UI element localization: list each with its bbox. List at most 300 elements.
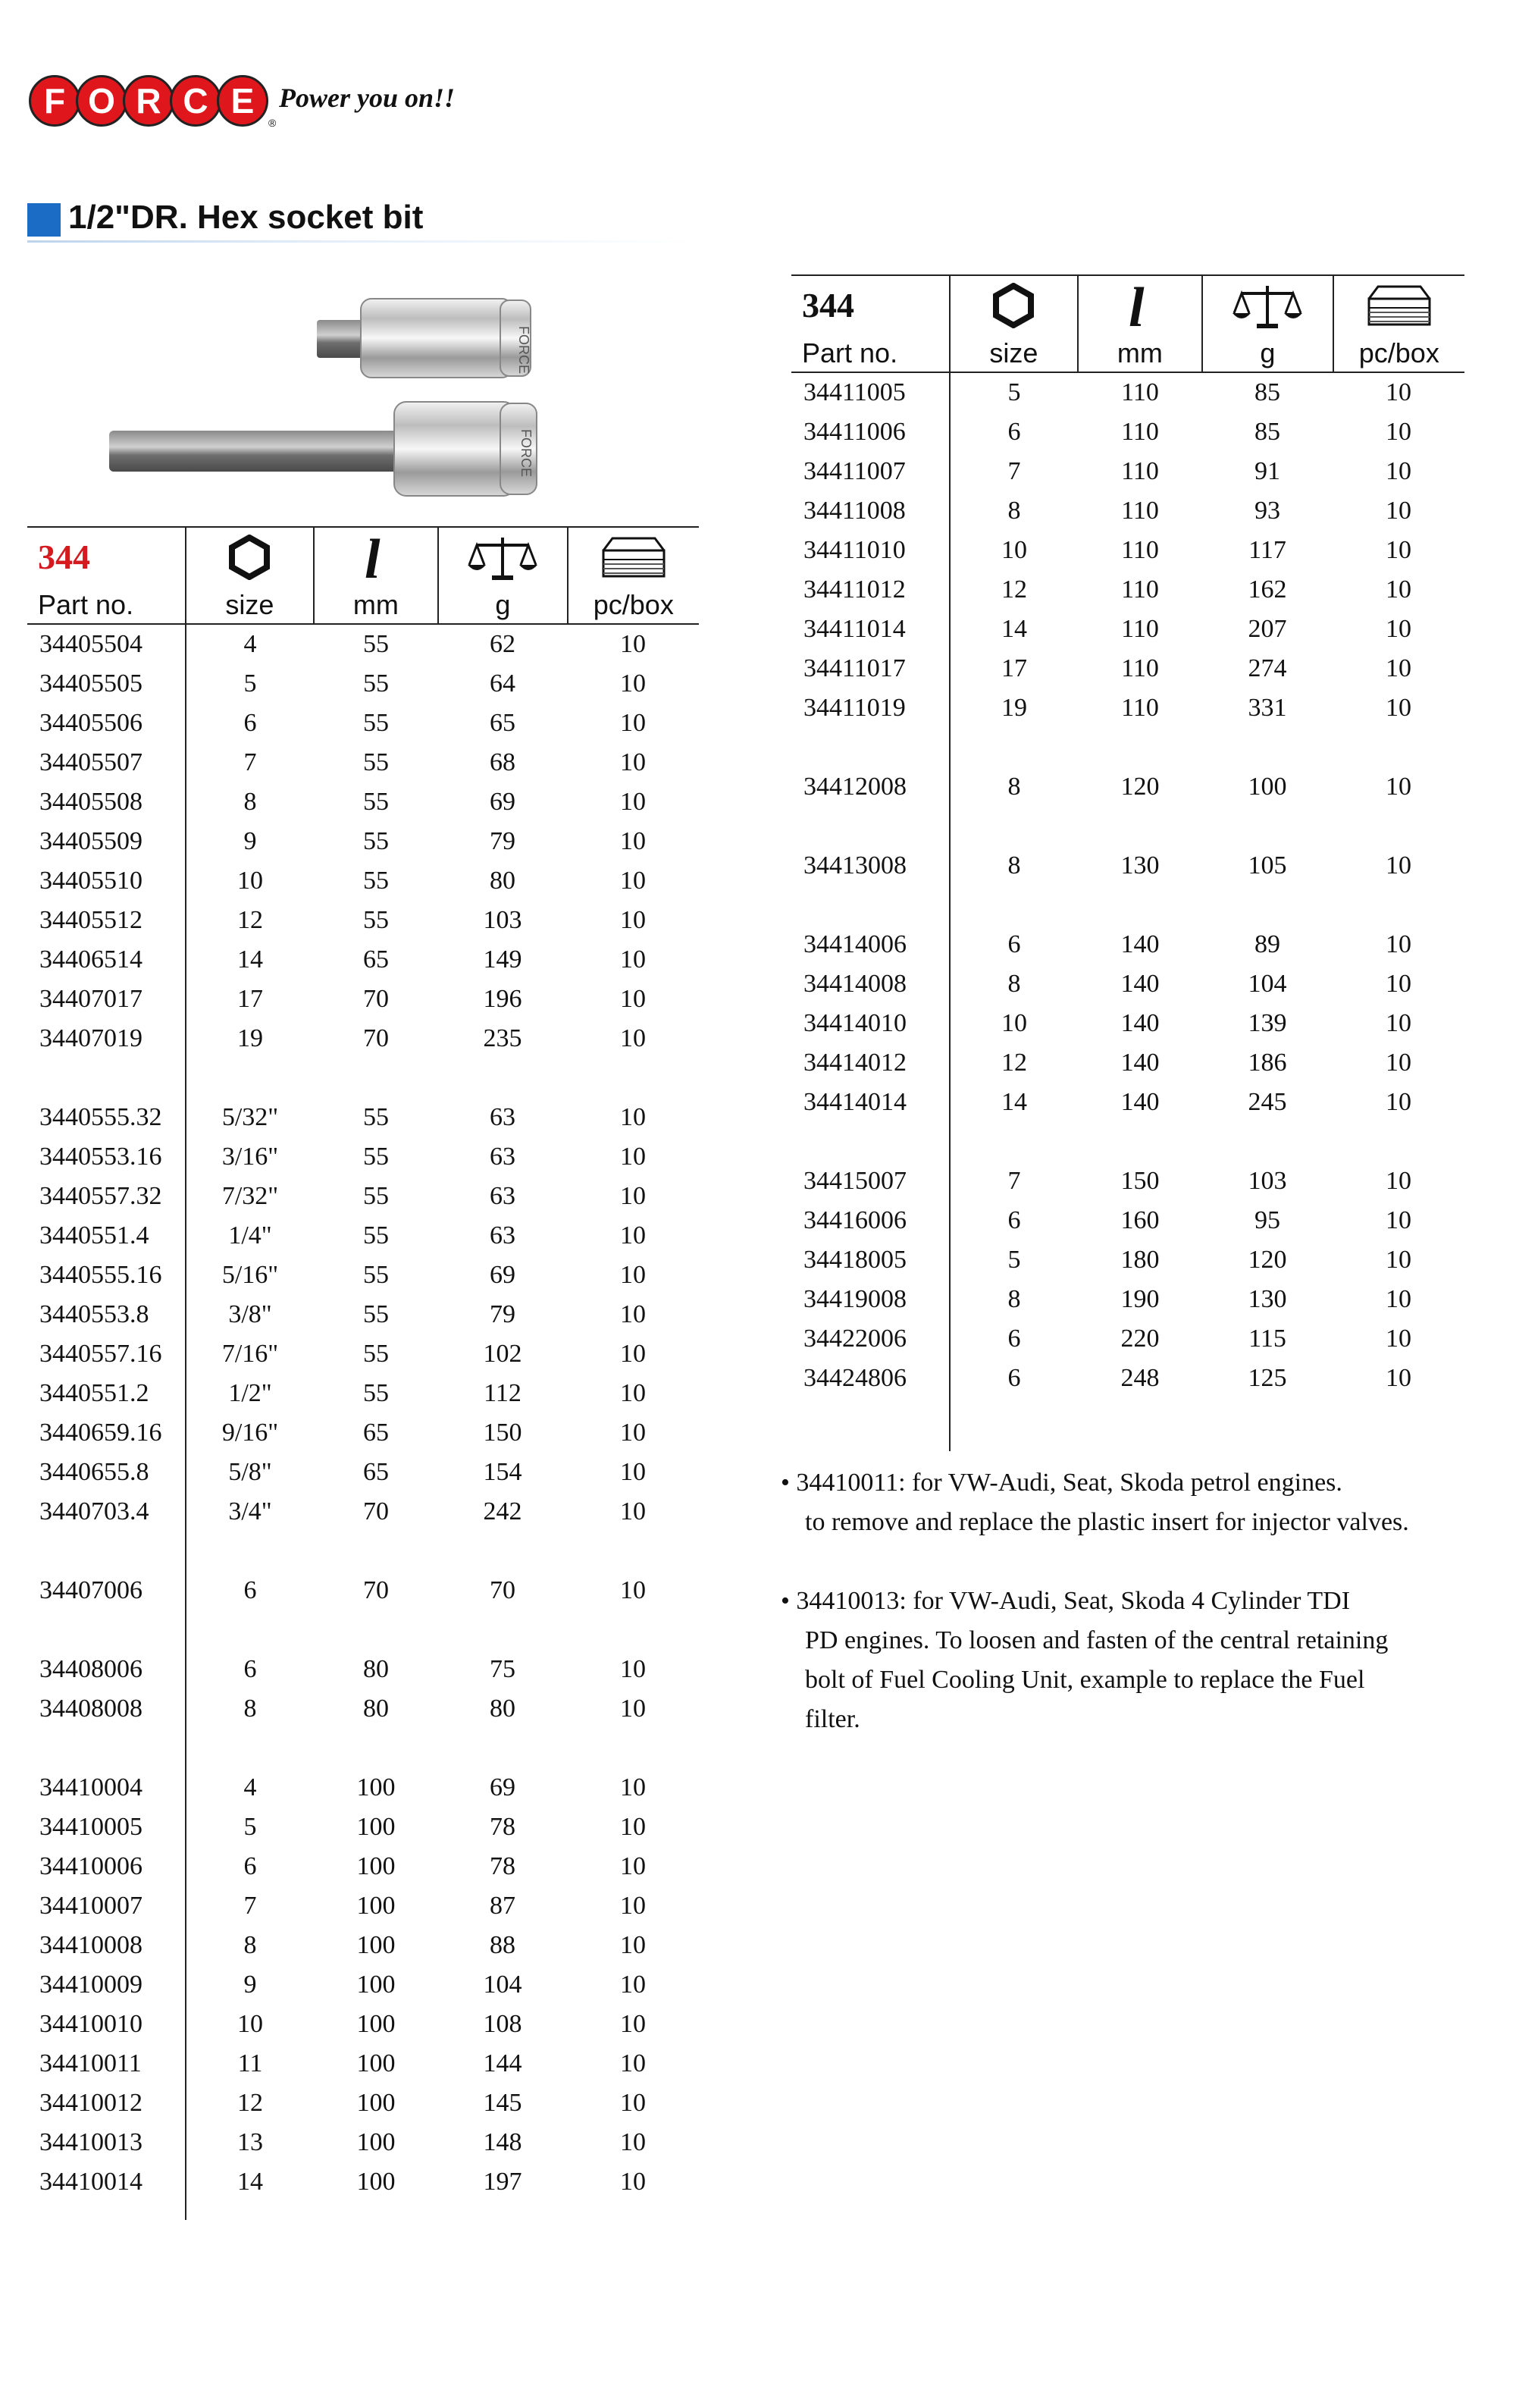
brand-logo bbox=[29, 73, 276, 129]
cell-size: 6 bbox=[243, 1655, 257, 1683]
cell-pc-box: 10 bbox=[1386, 1285, 1411, 1313]
table-row bbox=[27, 1808, 699, 1847]
cell-pc-box: 10 bbox=[620, 1892, 646, 1920]
col-header-part-no: Part no. bbox=[38, 589, 134, 620]
cell-g: 63 bbox=[490, 1143, 515, 1171]
cell-g: 69 bbox=[490, 1773, 515, 1801]
group-spacer bbox=[27, 1610, 699, 1650]
group-spacer bbox=[791, 807, 1464, 846]
cell-mm: 100 bbox=[356, 1931, 396, 1959]
cell-size: 17 bbox=[1001, 654, 1027, 682]
cell-pc-box: 10 bbox=[1386, 457, 1411, 485]
cell-pc-box: 10 bbox=[1386, 1009, 1411, 1037]
table-row bbox=[27, 1650, 699, 1689]
cell-part-no: 34411005 bbox=[803, 378, 906, 406]
cell-g: 80 bbox=[490, 1695, 515, 1723]
cell-part-no: 34410009 bbox=[39, 1971, 143, 1999]
scale-icon bbox=[437, 528, 566, 587]
cell-size: 12 bbox=[237, 2089, 263, 2117]
cell-mm: 100 bbox=[356, 1852, 396, 1880]
cell-g: 85 bbox=[1254, 418, 1280, 446]
cell-pc-box: 10 bbox=[1386, 418, 1411, 446]
cell-mm: 140 bbox=[1120, 1049, 1160, 1077]
cell-g: 108 bbox=[483, 2010, 522, 2038]
cell-part-no: 34411017 bbox=[803, 654, 906, 682]
cell-g: 186 bbox=[1248, 1049, 1287, 1077]
cell-mm: 140 bbox=[1120, 930, 1160, 958]
group-spacer bbox=[791, 728, 1464, 767]
cell-g: 103 bbox=[483, 906, 522, 934]
cell-part-no: 34405506 bbox=[39, 709, 143, 737]
logo-letter: F bbox=[29, 75, 80, 127]
group-spacer bbox=[27, 1058, 699, 1098]
col-header-g: g bbox=[1201, 335, 1332, 372]
table-row bbox=[791, 767, 1464, 807]
cell-part-no: 3440555.16 bbox=[39, 1261, 162, 1289]
table-row bbox=[791, 570, 1464, 610]
cell-part-no: 34410004 bbox=[39, 1773, 143, 1801]
table-column-headers bbox=[791, 335, 1464, 373]
cell-mm: 55 bbox=[363, 748, 389, 776]
cell-g: 89 bbox=[1254, 930, 1280, 958]
cell-g: 69 bbox=[490, 788, 515, 816]
cell-mm: 180 bbox=[1120, 1246, 1160, 1274]
cell-mm: 110 bbox=[1121, 418, 1159, 446]
table-row bbox=[791, 1083, 1464, 1122]
cell-pc-box: 10 bbox=[620, 748, 646, 776]
cell-mm: 55 bbox=[363, 1261, 389, 1289]
cell-size: 12 bbox=[1001, 575, 1027, 604]
cell-mm: 100 bbox=[356, 2128, 396, 2156]
logo-letter: O bbox=[76, 75, 127, 127]
cell-g: 68 bbox=[490, 748, 515, 776]
table-row bbox=[27, 1256, 699, 1295]
col-header-mm: mm bbox=[313, 587, 438, 623]
cell-pc-box: 10 bbox=[620, 1695, 646, 1723]
cell-part-no: 34411007 bbox=[803, 457, 906, 485]
cell-mm: 65 bbox=[363, 945, 389, 974]
cell-g: 103 bbox=[1248, 1167, 1287, 1195]
cell-part-no: 3440555.32 bbox=[39, 1103, 162, 1131]
cell-size: 14 bbox=[1001, 1088, 1027, 1116]
note-line: bolt of Fuel Cooling Unit, example to replace the Fuel bbox=[805, 1666, 1365, 1694]
code-cell bbox=[791, 276, 949, 335]
cell-pc-box: 10 bbox=[620, 788, 646, 816]
cell-g: 242 bbox=[483, 1497, 522, 1525]
table-row bbox=[791, 925, 1464, 964]
table-row bbox=[27, 1413, 699, 1453]
cell-size: 10 bbox=[237, 2010, 263, 2038]
cell-g: 64 bbox=[490, 669, 515, 698]
table-row bbox=[27, 861, 699, 901]
notes-section bbox=[781, 1463, 1486, 1779]
col-header-size: size bbox=[949, 335, 1076, 372]
table-row bbox=[791, 1280, 1464, 1319]
cell-part-no: 34407006 bbox=[39, 1576, 143, 1604]
table-row bbox=[27, 940, 699, 980]
cell-g: 115 bbox=[1248, 1325, 1286, 1353]
table-row bbox=[27, 1177, 699, 1216]
cell-part-no: 34411019 bbox=[803, 694, 906, 722]
cell-mm: 80 bbox=[363, 1695, 389, 1723]
cell-mm: 248 bbox=[1120, 1364, 1160, 1392]
cell-size: 14 bbox=[1001, 615, 1027, 643]
table-row bbox=[791, 452, 1464, 491]
cell-size: 13 bbox=[237, 2128, 263, 2156]
cell-part-no: 34405512 bbox=[39, 906, 143, 934]
cell-pc-box: 10 bbox=[620, 906, 646, 934]
table-row bbox=[27, 2044, 699, 2083]
cell-part-no: 34408006 bbox=[39, 1655, 143, 1683]
cell-g: 331 bbox=[1248, 694, 1287, 722]
cell-pc-box: 10 bbox=[620, 2168, 646, 2196]
cell-pc-box: 10 bbox=[1386, 1246, 1411, 1274]
cell-mm: 100 bbox=[356, 1892, 396, 1920]
cell-pc-box: 10 bbox=[620, 1103, 646, 1131]
cell-g: 63 bbox=[490, 1103, 515, 1131]
cell-g: 130 bbox=[1248, 1285, 1287, 1313]
note-line: • 34410011: for VW-Audi, Seat, Skoda petrol engines. bbox=[781, 1469, 1342, 1497]
cell-size: 8 bbox=[243, 1695, 257, 1723]
table-icon-header bbox=[791, 274, 1464, 335]
table-row bbox=[27, 1019, 699, 1058]
cell-pc-box: 10 bbox=[620, 1931, 646, 1959]
table-row bbox=[27, 664, 699, 704]
cell-mm: 100 bbox=[356, 1971, 396, 1999]
table-row bbox=[791, 610, 1464, 649]
table-row bbox=[27, 743, 699, 782]
table-row bbox=[27, 1886, 699, 1926]
cell-size: 8 bbox=[1007, 1285, 1021, 1313]
table-row bbox=[791, 1240, 1464, 1280]
left-spec-table bbox=[27, 526, 699, 2202]
table-row bbox=[27, 1098, 699, 1137]
cell-pc-box: 10 bbox=[1386, 615, 1411, 643]
logo-letter: C bbox=[170, 75, 221, 127]
code-cell bbox=[27, 528, 185, 587]
table-row bbox=[791, 688, 1464, 728]
cell-g: 162 bbox=[1248, 575, 1287, 604]
cell-part-no: 34416006 bbox=[803, 1206, 907, 1234]
table-row bbox=[27, 2162, 699, 2202]
cell-mm: 110 bbox=[1121, 536, 1159, 564]
cell-pc-box: 10 bbox=[620, 1655, 646, 1683]
cell-g: 144 bbox=[483, 2049, 522, 2077]
cell-pc-box: 10 bbox=[1386, 1088, 1411, 1116]
logo-letter: E bbox=[217, 75, 268, 127]
cell-part-no: 3440703.4 bbox=[39, 1497, 149, 1525]
cell-mm: 70 bbox=[363, 1024, 389, 1052]
table-row bbox=[27, 1334, 699, 1374]
cell-mm: 100 bbox=[356, 2089, 396, 2117]
cell-pc-box: 10 bbox=[620, 669, 646, 698]
cell-mm: 140 bbox=[1120, 1009, 1160, 1037]
cell-size: 8 bbox=[243, 1931, 257, 1959]
cell-mm: 55 bbox=[363, 788, 389, 816]
cell-pc-box: 10 bbox=[1386, 1049, 1411, 1077]
cell-pc-box: 10 bbox=[1386, 1325, 1411, 1353]
cell-mm: 55 bbox=[363, 906, 389, 934]
table-row bbox=[791, 1201, 1464, 1240]
cell-part-no: 34407017 bbox=[39, 985, 143, 1013]
cell-part-no: 34412008 bbox=[803, 773, 907, 801]
cell-part-no: 34405510 bbox=[39, 867, 143, 895]
cell-mm: 55 bbox=[363, 1300, 389, 1328]
table-row bbox=[27, 1295, 699, 1334]
cell-pc-box: 10 bbox=[1386, 654, 1411, 682]
cell-size: 14 bbox=[237, 945, 263, 974]
cell-size: 3/16" bbox=[221, 1143, 279, 1171]
cell-size: 8 bbox=[1007, 497, 1021, 525]
section-title-bar bbox=[27, 199, 694, 245]
cell-size: 9 bbox=[243, 1971, 257, 1999]
cell-mm: 55 bbox=[363, 1182, 389, 1210]
cell-g: 79 bbox=[490, 1300, 515, 1328]
note-line: PD engines. To loosen and fasten of the central retaining bbox=[805, 1626, 1389, 1654]
cell-part-no: 34405508 bbox=[39, 788, 143, 816]
cell-g: 125 bbox=[1248, 1364, 1287, 1392]
cell-mm: 65 bbox=[363, 1419, 389, 1447]
cell-pc-box: 10 bbox=[620, 1576, 646, 1604]
table-row bbox=[27, 2005, 699, 2044]
cell-g: 149 bbox=[483, 945, 522, 974]
cell-g: 95 bbox=[1254, 1206, 1280, 1234]
cell-part-no: 34410012 bbox=[39, 2089, 143, 2117]
group-spacer bbox=[27, 1532, 699, 1571]
col-header-mm: mm bbox=[1077, 335, 1202, 372]
cell-mm: 110 bbox=[1121, 575, 1159, 604]
cell-mm: 160 bbox=[1120, 1206, 1160, 1234]
col-header-part-no: Part no. bbox=[802, 337, 898, 368]
cell-g: 63 bbox=[490, 1182, 515, 1210]
cell-size: 5 bbox=[243, 1813, 257, 1841]
cell-size: 19 bbox=[1001, 694, 1027, 722]
cell-g: 148 bbox=[483, 2128, 522, 2156]
table-row bbox=[27, 1768, 699, 1808]
group-spacer bbox=[791, 1122, 1464, 1162]
cell-pc-box: 10 bbox=[620, 1182, 646, 1210]
cell-pc-box: 10 bbox=[620, 1221, 646, 1249]
cell-mm: 55 bbox=[363, 709, 389, 737]
table-row bbox=[27, 901, 699, 940]
cell-part-no: 3440551.2 bbox=[39, 1379, 149, 1407]
cell-part-no: 34408008 bbox=[39, 1695, 143, 1723]
cell-size: 8 bbox=[1007, 970, 1021, 998]
cell-part-no: 34411012 bbox=[803, 575, 906, 604]
cell-size: 6 bbox=[1007, 418, 1021, 446]
cell-size: 19 bbox=[237, 1024, 263, 1052]
cell-g: 78 bbox=[490, 1813, 515, 1841]
cell-size: 5 bbox=[1007, 378, 1021, 406]
cell-pc-box: 10 bbox=[1386, 930, 1411, 958]
hexagon-icon bbox=[949, 276, 1076, 335]
cell-part-no: 34411014 bbox=[803, 615, 906, 643]
cell-part-no: 3440557.16 bbox=[39, 1340, 162, 1368]
cell-part-no: 34407019 bbox=[39, 1024, 143, 1052]
logo-letter: R bbox=[123, 75, 174, 127]
cell-size: 6 bbox=[1007, 1364, 1021, 1392]
cell-part-no: 34419008 bbox=[803, 1285, 907, 1313]
cell-mm: 55 bbox=[363, 1143, 389, 1171]
product-code: 344 bbox=[38, 538, 90, 576]
cell-pc-box: 10 bbox=[620, 709, 646, 737]
scale-icon bbox=[1201, 276, 1332, 335]
cell-pc-box: 10 bbox=[1386, 497, 1411, 525]
right-spec-table bbox=[791, 274, 1464, 1398]
table-row bbox=[27, 625, 699, 664]
box-icon bbox=[1333, 276, 1464, 335]
col-header-g: g bbox=[437, 587, 566, 623]
table-row bbox=[27, 1453, 699, 1492]
cell-g: 104 bbox=[1248, 970, 1287, 998]
cell-pc-box: 10 bbox=[1386, 1167, 1411, 1195]
group-spacer bbox=[791, 886, 1464, 925]
cell-size: 12 bbox=[1001, 1049, 1027, 1077]
cell-mm: 110 bbox=[1121, 497, 1159, 525]
cell-pc-box: 10 bbox=[620, 867, 646, 895]
col-header-pc-box: pc/box bbox=[1333, 335, 1464, 372]
table-row bbox=[791, 1004, 1464, 1043]
cell-pc-box: 10 bbox=[1386, 773, 1411, 801]
cell-size: 1/4" bbox=[228, 1221, 272, 1249]
brand-slogan: Power you on!! bbox=[279, 83, 456, 113]
cell-mm: 150 bbox=[1120, 1167, 1160, 1195]
cell-g: 245 bbox=[1248, 1088, 1287, 1116]
cell-pc-box: 10 bbox=[620, 1458, 646, 1486]
cell-pc-box: 10 bbox=[1386, 970, 1411, 998]
cell-part-no: 34414006 bbox=[803, 930, 907, 958]
cell-pc-box: 10 bbox=[620, 945, 646, 974]
product-code: 344 bbox=[802, 286, 854, 325]
cell-mm: 100 bbox=[356, 2010, 396, 2038]
cell-pc-box: 10 bbox=[1386, 851, 1411, 879]
cell-size: 10 bbox=[237, 867, 263, 895]
cell-mm: 70 bbox=[363, 985, 389, 1013]
cell-g: 69 bbox=[490, 1261, 515, 1289]
cell-size: 1/2" bbox=[228, 1379, 272, 1407]
cell-part-no: 34405507 bbox=[39, 748, 143, 776]
cell-mm: 55 bbox=[363, 827, 389, 855]
table-row bbox=[27, 980, 699, 1019]
cell-mm: 70 bbox=[363, 1576, 389, 1604]
cell-mm: 100 bbox=[356, 1773, 396, 1801]
cell-g: 117 bbox=[1248, 536, 1286, 564]
cell-g: 145 bbox=[483, 2089, 522, 2117]
table-row bbox=[791, 1359, 1464, 1398]
cell-g: 88 bbox=[490, 1931, 515, 1959]
cell-pc-box: 10 bbox=[1386, 694, 1411, 722]
cell-part-no: 3440551.4 bbox=[39, 1221, 149, 1249]
cell-part-no: 34410010 bbox=[39, 2010, 143, 2038]
note-line: • 34410013: for VW-Audi, Seat, Skoda 4 Cylinder TDI bbox=[781, 1587, 1351, 1615]
cell-size: 6 bbox=[1007, 930, 1021, 958]
table-row bbox=[791, 964, 1464, 1004]
table-row bbox=[27, 2083, 699, 2123]
cell-g: 65 bbox=[490, 709, 515, 737]
cell-size: 12 bbox=[237, 906, 263, 934]
cell-size: 4 bbox=[243, 1773, 257, 1801]
cell-pc-box: 10 bbox=[1386, 378, 1411, 406]
cell-part-no: 34411006 bbox=[803, 418, 906, 446]
cell-size: 6 bbox=[243, 1576, 257, 1604]
table-row bbox=[27, 1689, 699, 1729]
cell-part-no: 34410008 bbox=[39, 1931, 143, 1959]
table-row bbox=[791, 531, 1464, 570]
hex-socket-bit-product-image bbox=[106, 281, 576, 500]
cell-pc-box: 10 bbox=[620, 1379, 646, 1407]
cell-g: 93 bbox=[1254, 497, 1280, 525]
cell-mm: 100 bbox=[356, 2049, 396, 2077]
cell-size: 7/32" bbox=[221, 1182, 279, 1210]
cell-part-no: 34410006 bbox=[39, 1852, 143, 1880]
table-row bbox=[27, 704, 699, 743]
cell-g: 207 bbox=[1248, 615, 1287, 643]
table-icon-header bbox=[27, 526, 699, 587]
cell-size: 7 bbox=[1007, 457, 1021, 485]
cell-part-no: 34410005 bbox=[39, 1813, 143, 1841]
cell-size: 6 bbox=[243, 1852, 257, 1880]
cell-mm: 120 bbox=[1120, 773, 1160, 801]
table-row bbox=[791, 491, 1464, 531]
cell-mm: 55 bbox=[363, 1340, 389, 1368]
cell-mm: 110 bbox=[1121, 457, 1159, 485]
cell-size: 5/32" bbox=[221, 1103, 279, 1131]
cell-part-no: 34418005 bbox=[803, 1246, 907, 1274]
cell-g: 70 bbox=[490, 1576, 515, 1604]
table-row bbox=[791, 1319, 1464, 1359]
cell-part-no: 34405505 bbox=[39, 669, 143, 698]
svg-text:FORCE: FORCE bbox=[518, 429, 534, 477]
cell-mm: 110 bbox=[1121, 378, 1159, 406]
cell-part-no: 34410013 bbox=[39, 2128, 143, 2156]
cell-mm: 80 bbox=[363, 1655, 389, 1683]
cell-g: 235 bbox=[483, 1024, 522, 1052]
cell-g: 150 bbox=[483, 1419, 522, 1447]
note-line: to remove and replace the plastic insert for injector valves. bbox=[805, 1508, 1409, 1536]
cell-mm: 65 bbox=[363, 1458, 389, 1486]
cell-g: 91 bbox=[1254, 457, 1280, 485]
cell-pc-box: 10 bbox=[620, 2049, 646, 2077]
hexagon-icon bbox=[185, 528, 312, 587]
cell-pc-box: 10 bbox=[620, 1497, 646, 1525]
cell-size: 10 bbox=[1001, 536, 1027, 564]
cell-mm: 55 bbox=[363, 1221, 389, 1249]
cell-part-no: 3440659.16 bbox=[39, 1419, 162, 1447]
column-divider bbox=[949, 373, 951, 1451]
cell-mm: 140 bbox=[1120, 1088, 1160, 1116]
table-row bbox=[27, 1926, 699, 1965]
cell-pc-box: 10 bbox=[620, 1261, 646, 1289]
cell-part-no: 34413008 bbox=[803, 851, 907, 879]
cell-part-no: 34411010 bbox=[803, 536, 906, 564]
cell-g: 63 bbox=[490, 1221, 515, 1249]
cell-size: 5 bbox=[1007, 1246, 1021, 1274]
cell-part-no: 34405509 bbox=[39, 827, 143, 855]
cell-size: 5 bbox=[243, 669, 257, 698]
col-header-pc-box: pc/box bbox=[567, 587, 699, 623]
cell-part-no: 34410007 bbox=[39, 1892, 143, 1920]
cell-pc-box: 10 bbox=[620, 1143, 646, 1171]
cell-part-no: 34414008 bbox=[803, 970, 907, 998]
cell-g: 274 bbox=[1248, 654, 1287, 682]
cell-size: 4 bbox=[243, 630, 257, 658]
cell-mm: 100 bbox=[356, 1813, 396, 1841]
table-row bbox=[27, 1847, 699, 1886]
cell-pc-box: 10 bbox=[1386, 1206, 1411, 1234]
cell-pc-box: 10 bbox=[620, 630, 646, 658]
cell-g: 79 bbox=[490, 827, 515, 855]
cell-part-no: 34410011 bbox=[39, 2049, 142, 2077]
